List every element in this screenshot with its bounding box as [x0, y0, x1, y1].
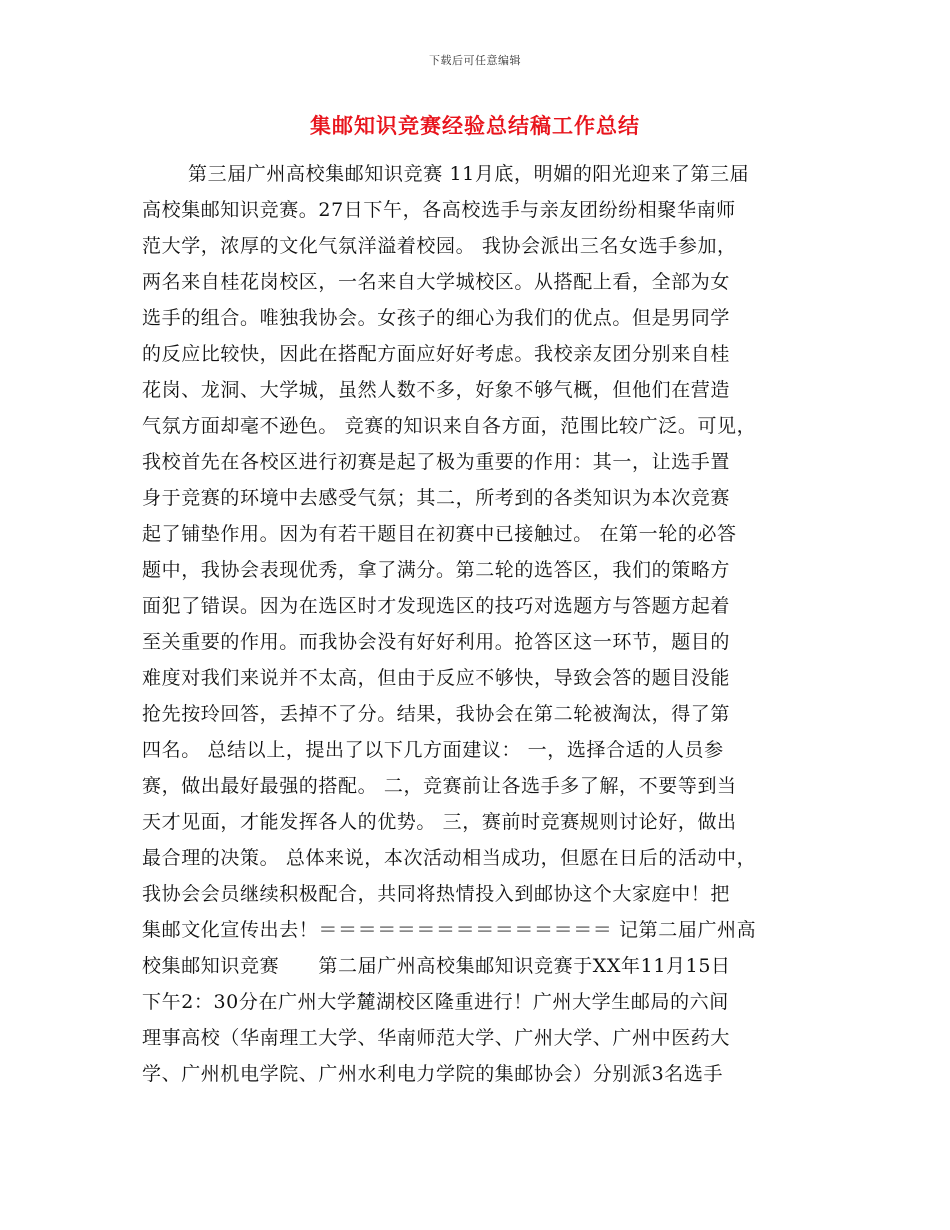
body-line: 集邮文化宣传出去！＝＝＝＝＝＝＝＝＝＝＝＝＝＝＝ 记第二届广州高 — [142, 919, 757, 941]
body-line: 我协会会员继续积极配合，共同将热情投入到邮协这个大家庭中！把 — [142, 883, 731, 905]
body-line: 难度对我们来说并不太高，但由于反应不够快，导致会答的题目没能 — [142, 667, 731, 689]
body-line: 学、广州机电学院、广州水利电力学院的集邮协会）分别派3名选手 — [142, 1063, 724, 1085]
body-line: 花岗、龙洞、大学城，虽然人数不多，好象不够气概，但他们在营造 — [142, 379, 731, 401]
body-line: 下午2：30分在广州大学麓湖校区隆重进行！广州大学生邮局的六间 — [142, 991, 729, 1013]
body-line: 起了铺垫作用。因为有若干题目在初赛中已接触过。 在第一轮的必答 — [142, 523, 737, 545]
body-line: 理事高校（华南理工大学、华南师范大学、广州大学、广州中医药大 — [142, 1027, 731, 1049]
document-title: 集邮知识竞赛经验总结稿工作总结 — [310, 113, 640, 138]
body-line: 高校集邮知识竞赛。27日下午，各高校选手与亲友团纷纷相聚华南师 — [142, 199, 736, 221]
body-line: 气氛方面却毫不逊色。 竞赛的知识来自各方面，范围比较广泛。可见， — [142, 415, 757, 437]
body-line: 两名来自桂花岗校区，一名来自大学城校区。从搭配上看，全部为女 — [142, 271, 731, 293]
body-line: 最合理的决策。 总体来说，本次活动相当成功，但愿在日后的活动中， — [142, 847, 757, 869]
body-line: 赛，做出最好最强的搭配。 二，竞赛前让各选手多了解，不要等到当 — [142, 775, 737, 797]
body-line: 的反应比较快，因此在搭配方面应好好考虑。我校亲友团分别来自桂 — [142, 343, 731, 365]
body-line: 天才见面，才能发挥各人的优势。 三，赛前时竞赛规则讨论好，做出 — [142, 811, 737, 833]
body-line: 题中，我协会表现优秀，拿了满分。第二轮的选答区，我们的策略方 — [142, 559, 731, 581]
body-line: 第三届广州高校集邮知识竞赛 11月底，明媚的阳光迎来了第三届 — [188, 163, 750, 185]
body-line: 范大学，浓厚的文化气氛洋溢着校园。 我协会派出三名女选手参加， — [142, 235, 737, 257]
body-line: 四名。 总结以上，提出了以下几方面建议： 一，选择合适的人员参 — [142, 739, 724, 761]
page-header-note: 下载后可任意编辑 — [429, 54, 521, 67]
body-line: 抢先按玲回答，丢掉不了分。结果，我协会在第二轮被淘汰，得了第 — [142, 703, 731, 725]
body-line: 面犯了错误。因为在选区时才发现选区的技巧对选题方与答题方起着 — [142, 595, 731, 617]
body-line: 身于竞赛的环境中去感受气氛；其二，所考到的各类知识为本次竞赛 — [142, 487, 731, 509]
body-line: 我校首先在各校区进行初赛是起了极为重要的作用：其一，让选手置 — [142, 451, 731, 473]
body-line: 校集邮知识竞赛 第二届广州高校集邮知识竞赛于XX年11月15日 — [142, 955, 731, 977]
body-line: 至关重要的作用。而我协会没有好好利用。抢答区这一环节，题目的 — [142, 631, 731, 653]
body-line: 选手的组合。唯独我协会。女孩子的细心为我们的优点。但是男同学 — [142, 307, 731, 329]
